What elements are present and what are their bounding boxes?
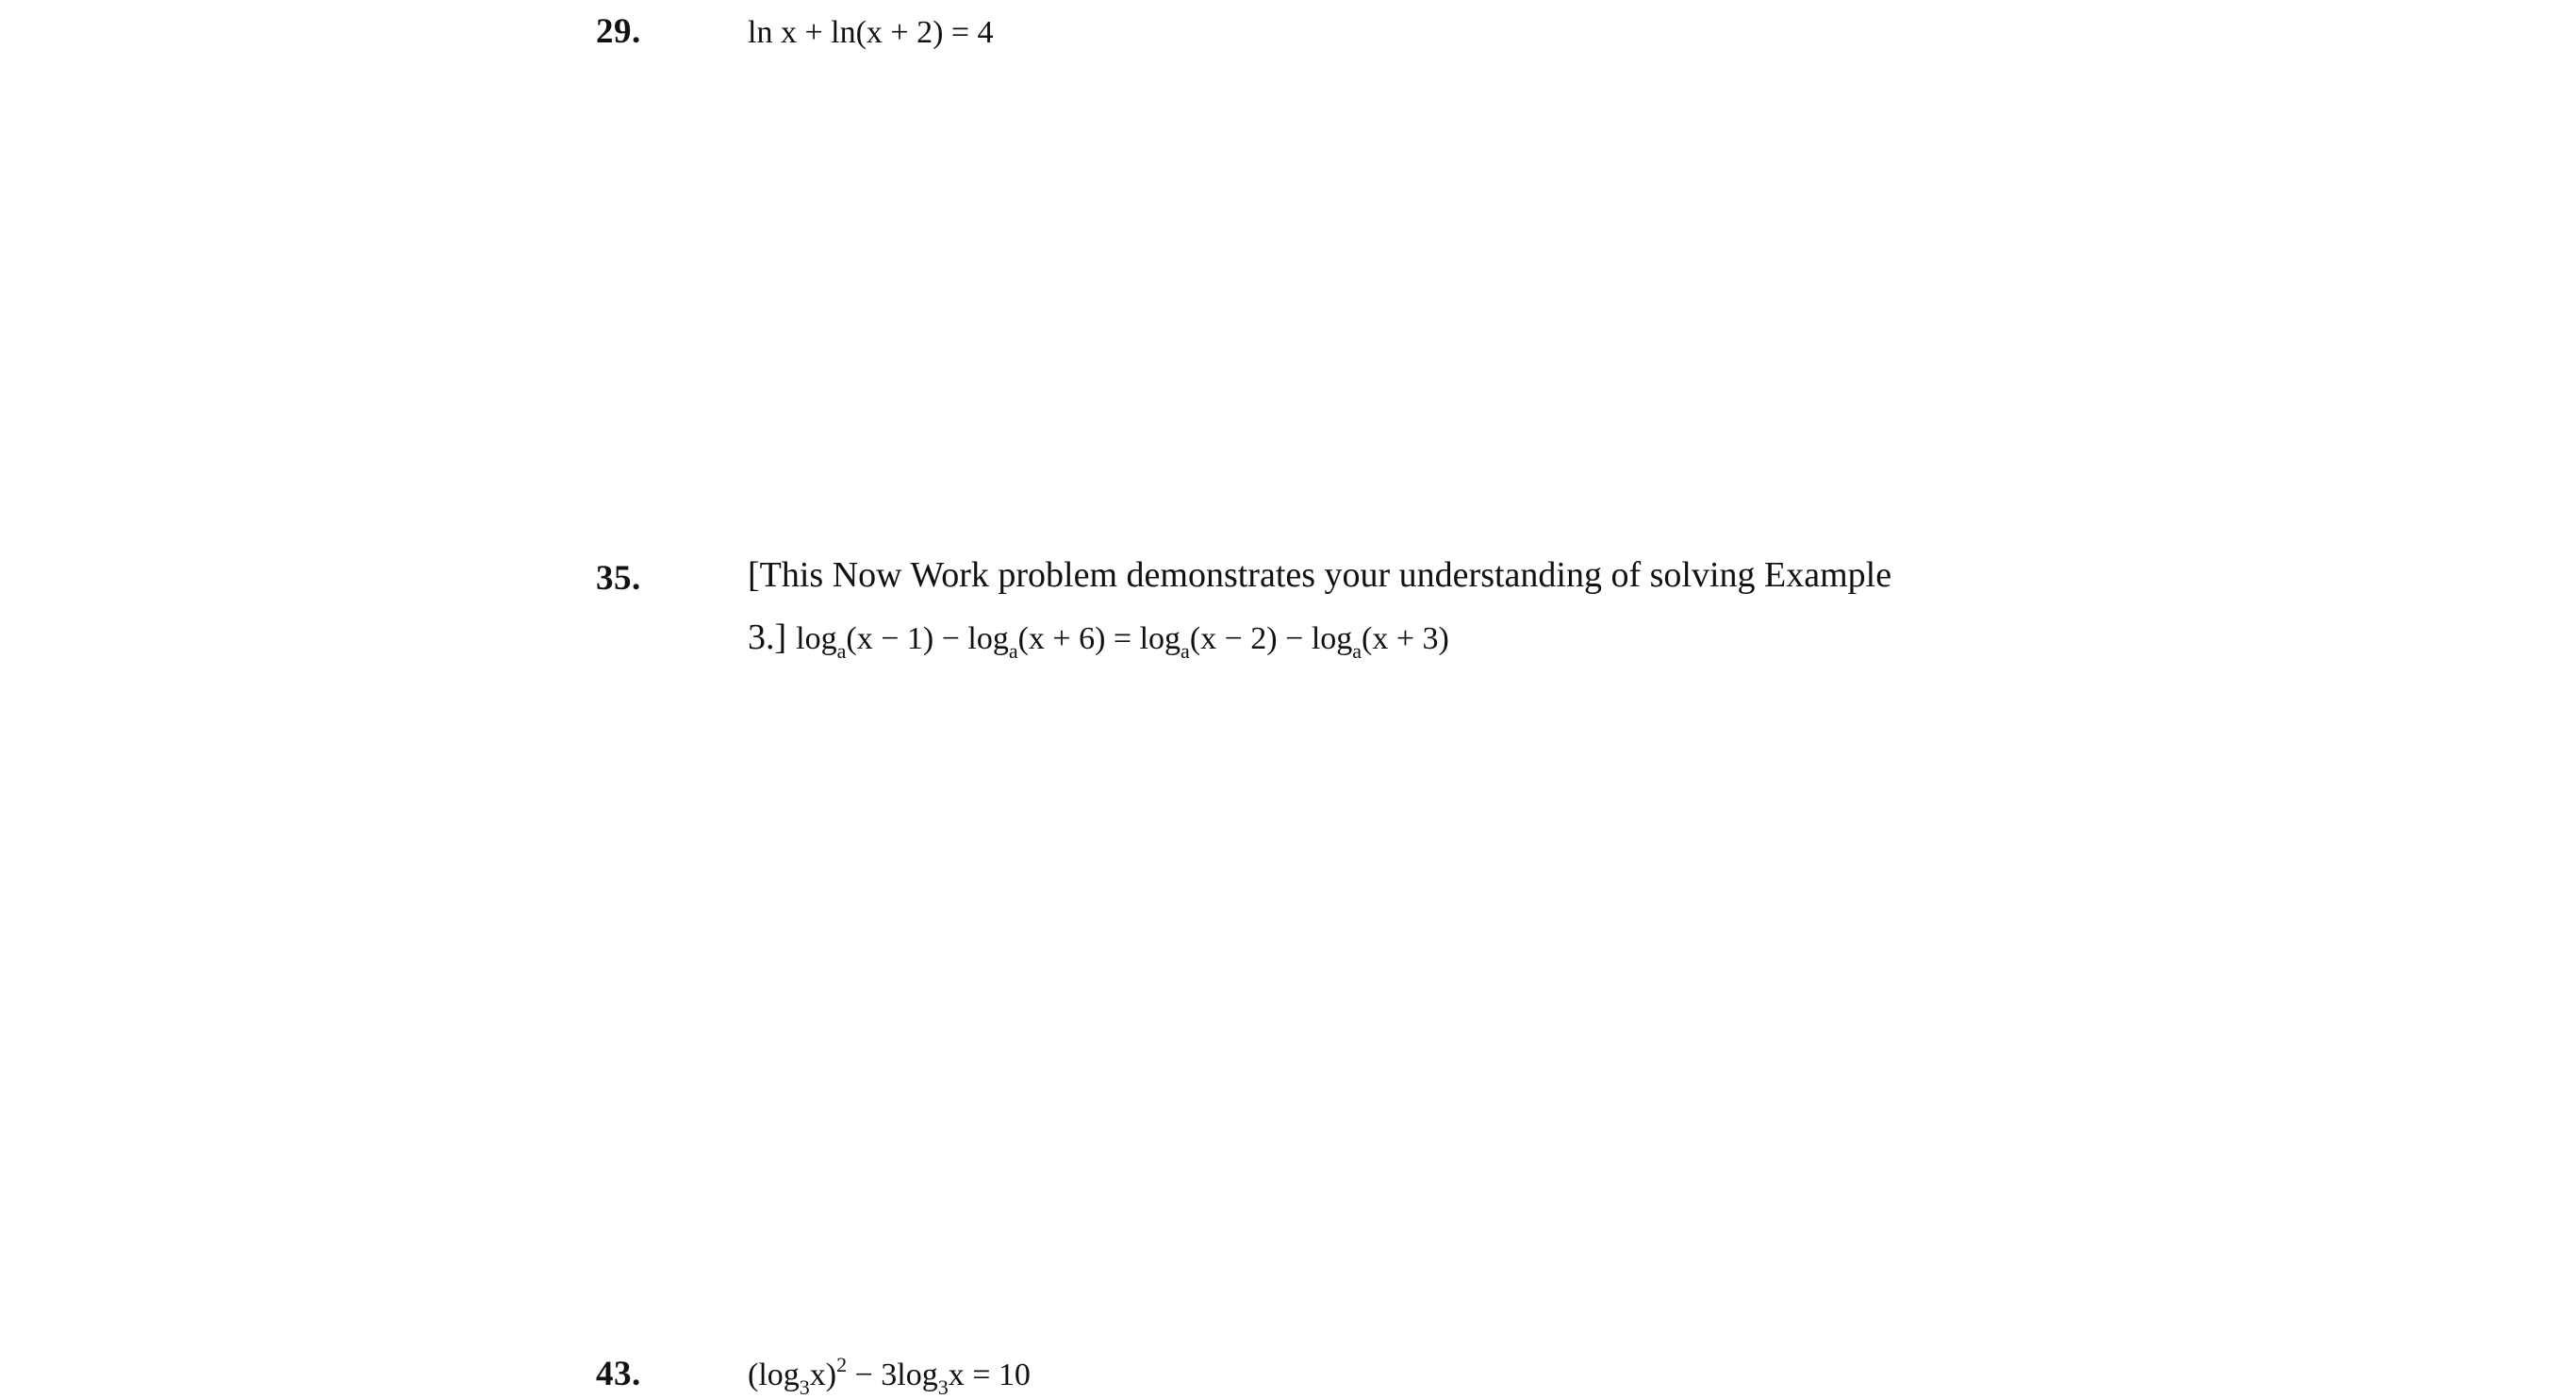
equation-term: (x − 2) − — [1189, 621, 1312, 656]
problem-number: 35. — [596, 559, 641, 598]
equation-term: (x − 1) − — [846, 621, 968, 656]
log-base: a — [1352, 639, 1362, 663]
equation-term: x) — [809, 1358, 837, 1392]
problem-number: 43. — [596, 1355, 641, 1393]
log-term: log — [967, 621, 1009, 656]
problem-number: 29. — [596, 12, 641, 51]
problem-equation-line — [748, 617, 1449, 663]
log-term: log — [1311, 621, 1353, 656]
log-equation — [796, 621, 1449, 663]
log-base: 3 — [937, 1375, 949, 1399]
log-base: a — [836, 639, 847, 663]
log-term: log — [796, 621, 837, 656]
log-base: a — [1008, 639, 1018, 663]
problem-note-line-1: [This Now Work problem demonstrates your understanding of solving Example — [748, 555, 1892, 595]
exponent: 2 — [836, 1353, 848, 1376]
log-term: log — [1139, 621, 1181, 656]
problem-equation — [748, 1353, 1031, 1399]
equation-term: (x + 6) = — [1017, 621, 1140, 656]
equation-term: (x + 3) — [1362, 621, 1449, 656]
problem-note-line-2: 3.] — [748, 617, 787, 657]
log-base: a — [1181, 639, 1190, 663]
equation-term: − 3log — [847, 1358, 938, 1392]
equation-term: (log — [748, 1358, 800, 1392]
log-base: 3 — [799, 1375, 810, 1399]
equation-term: x = 10 — [948, 1358, 1031, 1392]
problem-equation: ln x + ln(x + 2) = 4 — [748, 15, 994, 50]
